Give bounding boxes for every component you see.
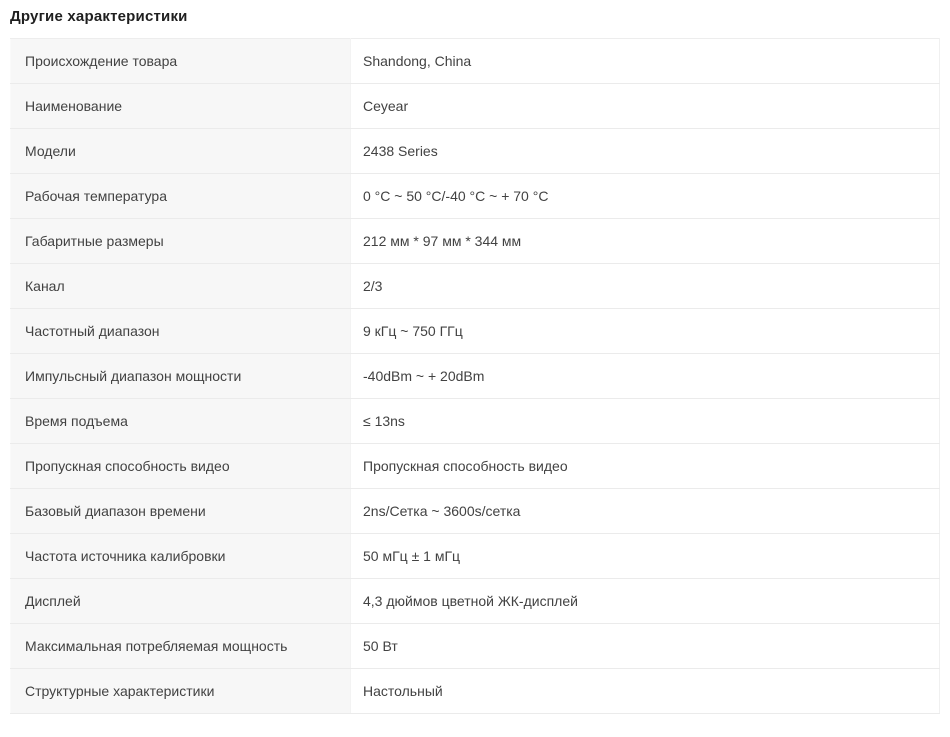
table-row: [11, 84, 940, 129]
spec-value: 0 °C ~ 50 °C/-40 °C ~ + 70 °C: [351, 174, 940, 219]
spec-value: 2/3: [351, 264, 940, 309]
spec-value: 2ns/Сетка ~ 3600s/сетка: [351, 489, 940, 534]
table-row: [11, 264, 940, 309]
table-row: [11, 174, 940, 219]
spec-label: Базовый диапазон времени: [11, 489, 351, 534]
table-row: [11, 219, 940, 264]
spec-value: Пропускная способность видео: [351, 444, 940, 489]
spec-label: Максимальная потребляемая мощность: [11, 624, 351, 669]
table-row: [11, 489, 940, 534]
table-row: [11, 354, 940, 399]
spec-value: Shandong, China: [351, 39, 940, 84]
spec-label: Габаритные размеры: [11, 219, 351, 264]
spec-table: [10, 38, 940, 714]
spec-value: 50 мГц ± 1 мГц: [351, 534, 940, 579]
spec-label: Частотный диапазон: [11, 309, 351, 354]
spec-value: Ceyear: [351, 84, 940, 129]
table-row: [11, 669, 940, 714]
section-title: Другие характеристики: [10, 8, 188, 25]
spec-label: Пропускная способность видео: [11, 444, 351, 489]
spec-value: -40dBm ~ + 20dBm: [351, 354, 940, 399]
spec-label: Частота источника калибровки: [11, 534, 351, 579]
spec-label: Время подъема: [11, 399, 351, 444]
spec-label: Структурные характеристики: [11, 669, 351, 714]
table-row: [11, 399, 940, 444]
spec-value: 9 кГц ~ 750 ГГц: [351, 309, 940, 354]
spec-value: 212 мм * 97 мм * 344 мм: [351, 219, 940, 264]
table-row: [11, 129, 940, 174]
spec-label: Рабочая температура: [11, 174, 351, 219]
spec-label: Модели: [11, 129, 351, 174]
spec-value: 2438 Series: [351, 129, 940, 174]
table-row: [11, 309, 940, 354]
table-row: [11, 39, 940, 84]
spec-value: 4,3 дюймов цветной ЖК-дисплей: [351, 579, 940, 624]
spec-value: ≤ 13ns: [351, 399, 940, 444]
spec-value: 50 Вт: [351, 624, 940, 669]
table-row: [11, 624, 940, 669]
spec-label: Дисплей: [11, 579, 351, 624]
spec-label: Происхождение товара: [11, 39, 351, 84]
table-row: [11, 579, 940, 624]
table-row: [11, 534, 940, 579]
table-row: [11, 444, 940, 489]
spec-label: Канал: [11, 264, 351, 309]
spec-label: Наименование: [11, 84, 351, 129]
spec-table-container: [10, 38, 940, 714]
spec-value: Настольный: [351, 669, 940, 714]
spec-label: Импульсный диапазон мощности: [11, 354, 351, 399]
